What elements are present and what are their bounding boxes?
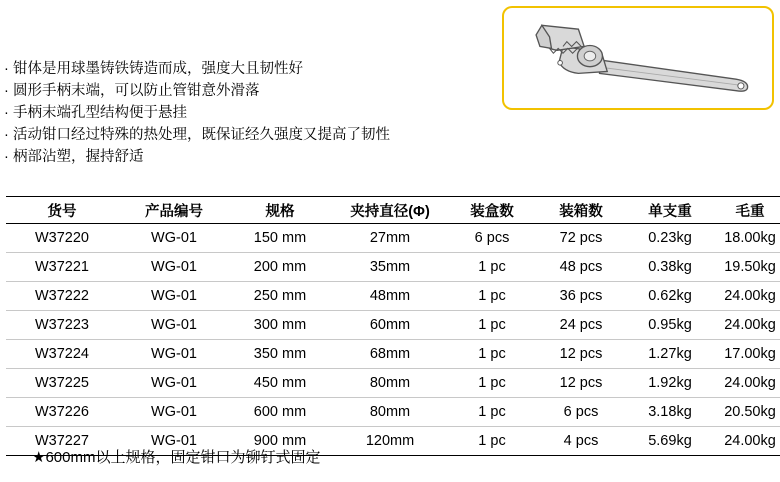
list-item xyxy=(4,124,494,146)
cell-unit-weight: 0.95kg xyxy=(628,311,712,340)
feature-text: 圆形手柄末端，可以防止管钳意外滑落 xyxy=(13,83,260,99)
cell-product-code: WG-01 xyxy=(118,311,230,340)
cell-size: 300 mm xyxy=(230,311,330,340)
list-item xyxy=(4,102,494,124)
table-header-row xyxy=(6,197,780,224)
bullet-marker: · xyxy=(4,127,9,143)
cell-box-qty: 1 pc xyxy=(450,253,534,282)
cell-gross-weight: 20.50kg xyxy=(712,398,780,427)
column-header-item-number: 货号 xyxy=(47,203,77,220)
column-header-carton-qty: 装箱数 xyxy=(559,203,603,220)
cell-unit-weight: 0.23kg xyxy=(628,224,712,253)
cell-box-qty: 6 pcs xyxy=(450,224,534,253)
table-row xyxy=(6,340,780,369)
cell-carton-qty: 4 pcs xyxy=(534,427,628,456)
cell-carton-qty: 24 pcs xyxy=(534,311,628,340)
cell-size: 150 mm xyxy=(230,224,330,253)
column-header-box-qty: 装盒数 xyxy=(470,203,514,220)
list-item xyxy=(4,146,494,168)
cell-carton-qty: 6 pcs xyxy=(534,398,628,427)
cell-size: 900 mm xyxy=(230,427,330,456)
bullet-marker: · xyxy=(4,149,9,165)
column-header-unit-weight: 单支重 xyxy=(648,203,692,220)
cell-carton-qty: 36 pcs xyxy=(534,282,628,311)
cell-gross-weight: 24.00kg xyxy=(712,311,780,340)
column-header-clamp-diameter: 夹持直径(Φ) xyxy=(350,203,430,220)
cell-box-qty: 1 pc xyxy=(450,340,534,369)
bullet-marker: · xyxy=(4,105,9,121)
table-row xyxy=(6,369,780,398)
specification-table xyxy=(6,196,780,456)
product-image-box xyxy=(502,6,774,110)
cell-product-code: WG-01 xyxy=(118,398,230,427)
cell-gross-weight: 24.00kg xyxy=(712,369,780,398)
feature-list xyxy=(4,58,494,168)
cell-clamp-diameter: 27mm xyxy=(330,224,450,253)
table-row xyxy=(6,253,780,282)
cell-size: 450 mm xyxy=(230,369,330,398)
cell-gross-weight: 24.00kg xyxy=(712,427,780,456)
cell-box-qty: 1 pc xyxy=(450,311,534,340)
feature-text: 手柄末端孔型结构便于悬挂 xyxy=(13,105,187,121)
cell-product-code: WG-01 xyxy=(118,340,230,369)
table-row xyxy=(6,311,780,340)
feature-text: 柄部沾塑，握持舒适 xyxy=(13,149,144,165)
cell-product-code: WG-01 xyxy=(118,282,230,311)
cell-unit-weight: 0.38kg xyxy=(628,253,712,282)
cell-carton-qty: 12 pcs xyxy=(534,340,628,369)
cell-item-number: W37223 xyxy=(6,311,118,340)
bullet-marker: · xyxy=(4,61,9,77)
cell-carton-qty: 48 pcs xyxy=(534,253,628,282)
pipe-wrench-icon xyxy=(504,8,772,108)
cell-size: 200 mm xyxy=(230,253,330,282)
table-row xyxy=(6,398,780,427)
cell-gross-weight: 19.50kg xyxy=(712,253,780,282)
cell-size: 350 mm xyxy=(230,340,330,369)
cell-box-qty: 1 pc xyxy=(450,398,534,427)
cell-box-qty: 1 pc xyxy=(450,427,534,456)
cell-clamp-diameter: 120mm xyxy=(330,427,450,456)
cell-item-number: W37222 xyxy=(6,282,118,311)
cell-item-number: W37227 xyxy=(6,427,118,456)
list-item xyxy=(4,58,494,80)
cell-size: 600 mm xyxy=(230,398,330,427)
table-footnote: ★600mm以上规格，固定钳口为铆钉式固定 xyxy=(32,449,321,466)
cell-clamp-diameter: 80mm xyxy=(330,369,450,398)
cell-item-number: W37226 xyxy=(6,398,118,427)
feature-text: 钳体是用球墨铸铁铸造而成，强度大且韧性好 xyxy=(13,61,303,77)
column-header-product-code: 产品编号 xyxy=(145,203,203,220)
cell-product-code: WG-01 xyxy=(118,369,230,398)
bullet-marker: · xyxy=(4,83,9,99)
cell-unit-weight: 1.27kg xyxy=(628,340,712,369)
cell-product-code: WG-01 xyxy=(118,253,230,282)
cell-gross-weight: 18.00kg xyxy=(712,224,780,253)
cell-clamp-diameter: 48mm xyxy=(330,282,450,311)
cell-unit-weight: 1.92kg xyxy=(628,369,712,398)
cell-unit-weight: 5.69kg xyxy=(628,427,712,456)
cell-carton-qty: 12 pcs xyxy=(534,369,628,398)
cell-clamp-diameter: 80mm xyxy=(330,398,450,427)
feature-text: 活动钳口经过特殊的热处理，既保证经久强度又提高了韧性 xyxy=(13,127,390,143)
cell-gross-weight: 17.00kg xyxy=(712,340,780,369)
cell-unit-weight: 3.18kg xyxy=(628,398,712,427)
cell-box-qty: 1 pc xyxy=(450,369,534,398)
cell-clamp-diameter: 60mm xyxy=(330,311,450,340)
list-item xyxy=(4,80,494,102)
cell-unit-weight: 0.62kg xyxy=(628,282,712,311)
cell-product-code: WG-01 xyxy=(118,224,230,253)
table-row xyxy=(6,224,780,253)
cell-item-number: W37220 xyxy=(6,224,118,253)
cell-clamp-diameter: 68mm xyxy=(330,340,450,369)
table-row xyxy=(6,282,780,311)
cell-item-number: W37225 xyxy=(6,369,118,398)
cell-gross-weight: 24.00kg xyxy=(712,282,780,311)
cell-box-qty: 1 pc xyxy=(450,282,534,311)
cell-carton-qty: 72 pcs xyxy=(534,224,628,253)
cell-product-code: WG-01 xyxy=(118,427,230,456)
cell-item-number: W37221 xyxy=(6,253,118,282)
column-header-size: 规格 xyxy=(265,203,295,220)
cell-clamp-diameter: 35mm xyxy=(330,253,450,282)
cell-size: 250 mm xyxy=(230,282,330,311)
cell-item-number: W37224 xyxy=(6,340,118,369)
column-header-gross-weight: 毛重 xyxy=(735,203,765,220)
